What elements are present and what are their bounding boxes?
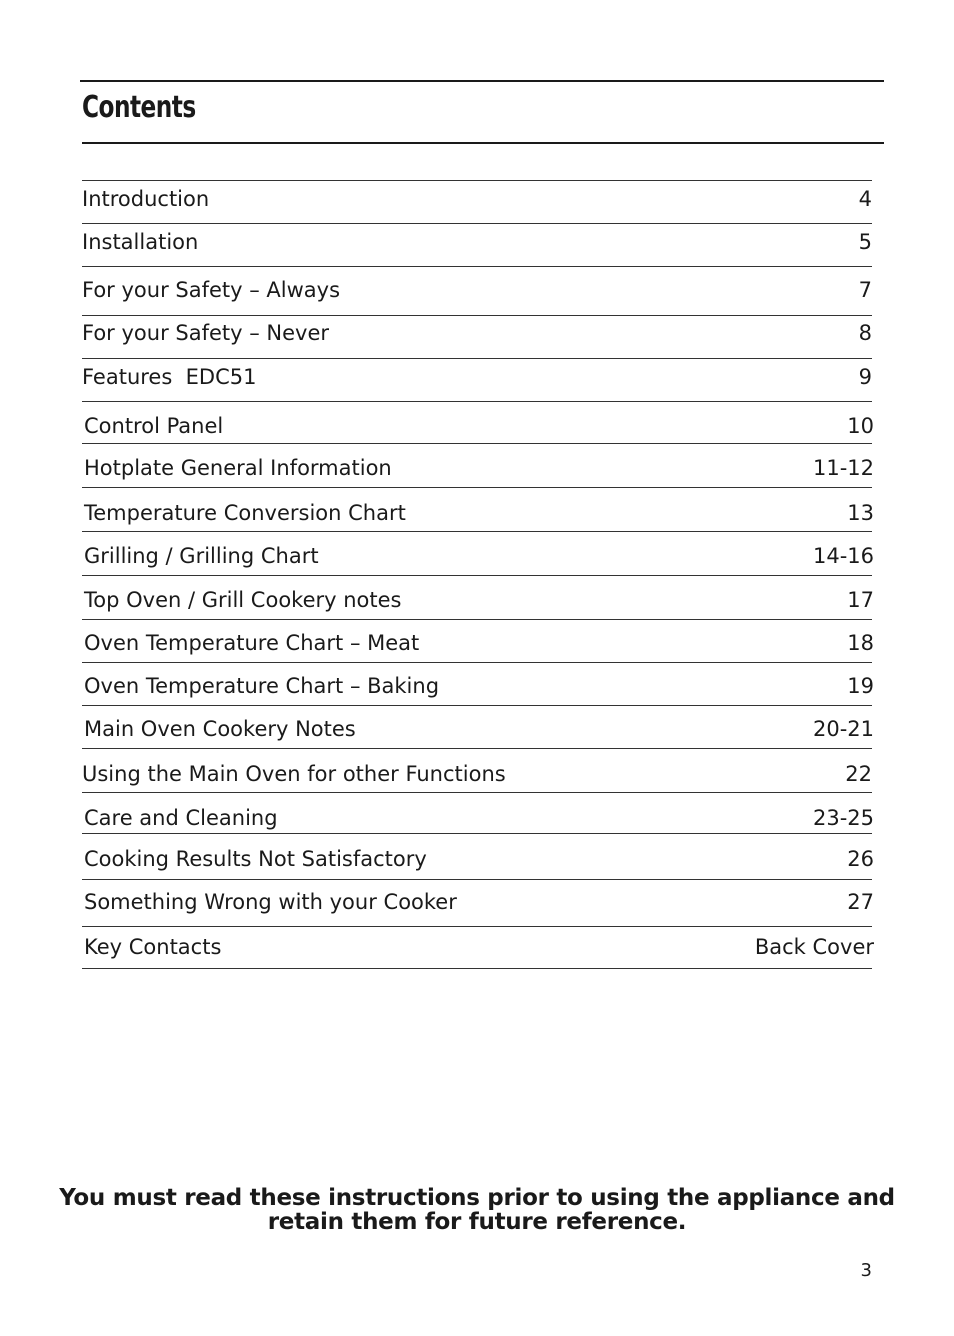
toc-entry-page: 27 <box>847 890 874 914</box>
toc-entry-control-panel <box>82 413 872 439</box>
toc-entry-label: For your Safety – Never <box>82 321 330 345</box>
toc-entry-cooking-results <box>82 846 872 872</box>
toc-entry-label: Control Panel <box>84 414 224 438</box>
toc-entry-page: 26 <box>847 847 874 871</box>
toc-divider <box>82 315 872 316</box>
toc-entry-page: 17 <box>847 588 874 612</box>
toc-divider <box>82 223 872 224</box>
toc-entry-page: 5 <box>858 230 872 254</box>
toc-entry-top-oven <box>82 587 872 613</box>
toc-entry-label: Temperature Conversion Chart <box>84 501 406 525</box>
notice-line-2: retain them for future reference. <box>267 1209 687 1235</box>
toc-entry-label: Key Contacts <box>84 935 222 959</box>
toc-entry-page: 8 <box>858 321 872 345</box>
notice-line-1: You must read these instructions prior to using the appliance and <box>59 1185 895 1211</box>
toc-entry-page: 7 <box>858 278 872 302</box>
toc-entry-page: 19 <box>847 674 874 698</box>
toc-entry-main-oven-functions <box>82 761 872 787</box>
toc-entry-label: Grilling / Grilling Chart <box>84 544 319 568</box>
toc-entry-hotplate <box>82 455 872 481</box>
toc-entry-oven-baking <box>82 673 872 699</box>
toc-entry-something-wrong <box>82 889 872 915</box>
toc-divider <box>82 443 872 444</box>
toc-entry-main-oven-notes <box>82 716 872 742</box>
page-number: 3 <box>860 1260 872 1281</box>
toc-divider <box>82 619 872 620</box>
toc-divider <box>82 401 872 402</box>
toc-entry-label: Features EDC51 <box>82 365 257 389</box>
title-underline <box>82 142 884 144</box>
toc-entry-safety-never <box>82 320 872 346</box>
toc-divider <box>82 358 872 359</box>
toc-divider <box>82 266 872 267</box>
toc-entry-installation <box>82 229 872 255</box>
toc-divider <box>82 705 872 706</box>
toc-entry-page: 18 <box>847 631 874 655</box>
toc-entry-label: Main Oven Cookery Notes <box>84 717 356 741</box>
toc-entry-page: 23-25 <box>812 806 874 830</box>
read-instructions-notice <box>0 1186 954 1234</box>
toc-entry-label: Something Wrong with your Cooker <box>84 890 457 914</box>
toc-entry-oven-meat <box>82 630 872 656</box>
toc-divider <box>82 662 872 663</box>
toc-entry-page: 11-12 <box>812 456 874 480</box>
toc-entry-label: Installation <box>82 230 199 254</box>
toc-divider <box>82 833 872 834</box>
toc-entry-key-contacts <box>82 934 872 960</box>
toc-entry-label: Oven Temperature Chart – Meat <box>84 631 420 655</box>
toc-divider <box>82 926 872 927</box>
top-rule <box>80 80 884 82</box>
toc-entry-page: 14-16 <box>812 544 874 568</box>
toc-entry-page: 13 <box>847 501 874 525</box>
toc-entry-temperature-conversion <box>82 500 872 526</box>
toc-entry-safety-always <box>82 277 872 303</box>
toc-divider <box>82 575 872 576</box>
toc-divider <box>82 792 872 793</box>
toc-divider <box>82 968 872 969</box>
toc-divider <box>82 487 872 488</box>
toc-entry-label: Top Oven / Grill Cookery notes <box>84 588 402 612</box>
toc-divider <box>82 531 872 532</box>
page-title: Contents <box>82 90 196 125</box>
toc-entry-introduction <box>82 186 872 212</box>
toc-entry-page: 22 <box>845 762 872 786</box>
toc-entry-label: Hotplate General Information <box>84 456 392 480</box>
toc-entry-label: Introduction <box>82 187 210 211</box>
toc-entry-care-cleaning <box>82 805 872 831</box>
toc-divider <box>82 180 872 181</box>
toc-entry-page: 4 <box>858 187 872 211</box>
toc-divider <box>82 879 872 880</box>
toc-entry-page: Back Cover <box>754 935 874 959</box>
toc-entry-label: Using the Main Oven for other Functions <box>82 762 506 786</box>
toc-entry-page: 20-21 <box>812 717 874 741</box>
toc-entry-grilling <box>82 543 872 569</box>
toc-entry-page: 9 <box>858 365 872 389</box>
toc-entry-label: Oven Temperature Chart – Baking <box>84 674 440 698</box>
toc-divider <box>82 748 872 749</box>
toc-entry-features <box>82 364 872 390</box>
toc-entry-page: 10 <box>847 414 874 438</box>
toc-entry-label: Cooking Results Not Satisfactory <box>84 847 427 871</box>
toc-entry-label: For your Safety – Always <box>82 278 341 302</box>
toc-entry-label: Care and Cleaning <box>84 806 278 830</box>
